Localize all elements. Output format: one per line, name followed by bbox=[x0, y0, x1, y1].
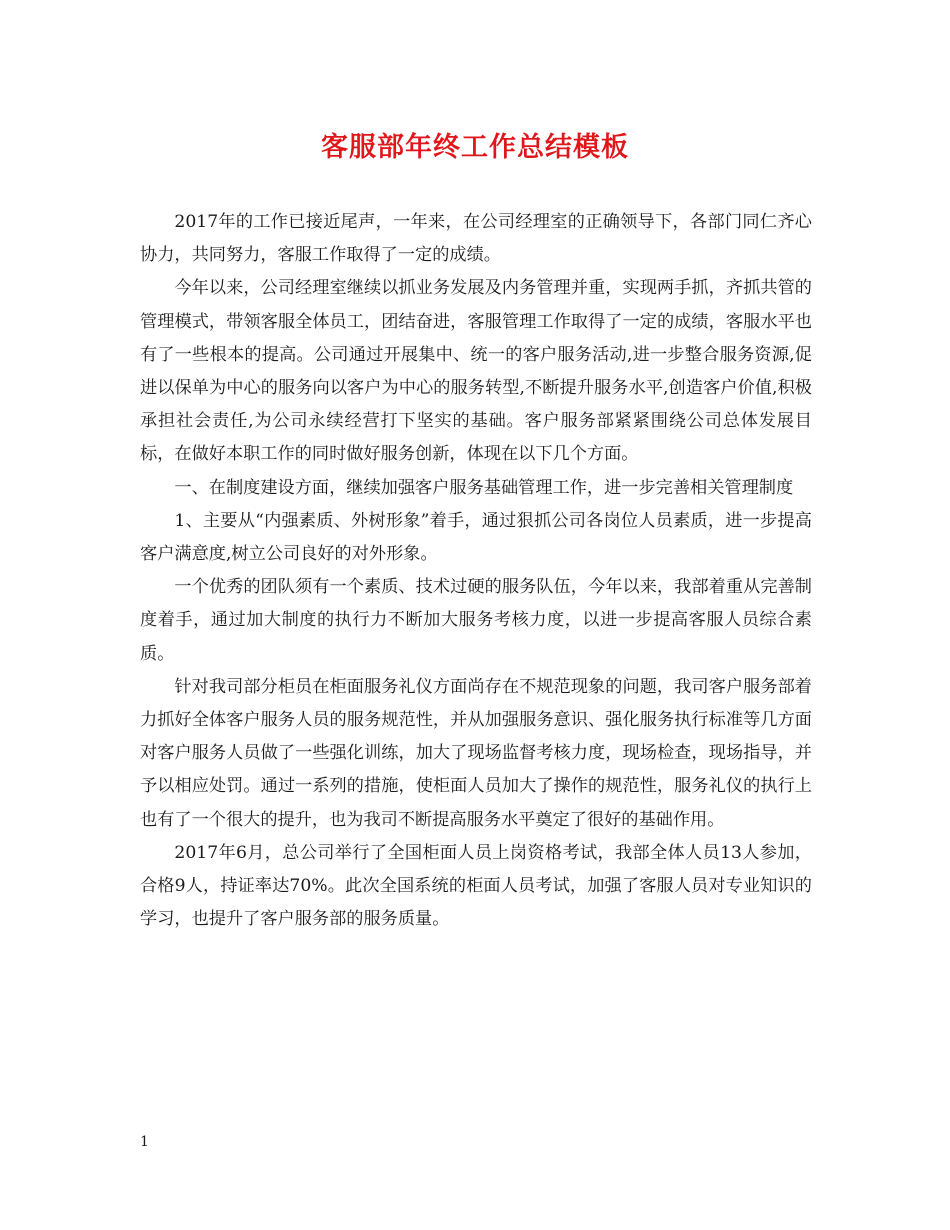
paragraph-overview: 今年以来，公司经理室继续以抓业务发展及内务管理并重，实现两手抓，齐抓共管的管理模式，带领客服全体员工，团结奋进，客服管理工作取得了一定的成绩，客服水平也有了一些根本的提高。公司通过开展集中、统一的客户服务活动,进一步整合服务资源,促进以保单为中心的服务向以客户为中心的服务转型,不断提升服务水平,创造客户价值,积极承担社会责任,为公司永续经营打下坚实的基础。客户服务部紧紧围绕公司总体发展目标，在做好本职工作的同时做好服务创新，体现在以下几个方面。 bbox=[140, 278, 812, 465]
section-heading-system: 一、在制度建设方面，继续加强客户服务基础管理工作，进一步完善相关管理制度 bbox=[174, 477, 794, 498]
document-body bbox=[140, 206, 812, 936]
paragraph-intro: 2017年的工作已接近尾声，一年来，在公司经理室的正确领导下，各部门同仁齐心协力，共同努力，客服工作取得了一定的成绩。 bbox=[140, 212, 812, 266]
paragraph-exam: 2017年6月，总公司举行了全国柜面人员上岗资格考试，我部全体人员13人参加，合格9人，持证率达70%。此次全国系统的柜面人员考试，加强了客服人员对专业知识的学习，也提升了客户服务部的服务质量。 bbox=[140, 842, 812, 930]
document-title: 客服部年终工作总结模板 bbox=[321, 132, 629, 163]
paragraph-team: 一个优秀的团队须有一个素质、技术过硬的服务队伍，今年以来，我部着重从完善制度着手，通过加大制度的执行力不断加大服务考核力度，以进一步提高客服人员综合素质。 bbox=[140, 577, 812, 664]
page-number: 1 bbox=[140, 1134, 149, 1150]
paragraph-etiquette: 针对我司部分柜员在柜面服务礼仪方面尚存在不规范现象的问题，我司客户服务部着力抓好全体客户服务人员的服务规范性，并从加强服务意识、强化服务执行标准等几方面对客户服务人员做了一些强化训练，加大了现场监督考核力度，现场检查，现场指导，并予以相应处罚。通过一系列的措施，使柜面人员加大了操作的规范性，服务礼仪的执行上也有了一个很大的提升，也为我司不断提高服务水平奠定了很好的基础作用。 bbox=[140, 676, 812, 830]
subsection-heading-quality: 1、主要从“内强素质、外树形象”着手，通过狠抓公司各岗位人员素质，进一步提高客户满意度,树立公司良好的对外形象。 bbox=[140, 510, 812, 565]
